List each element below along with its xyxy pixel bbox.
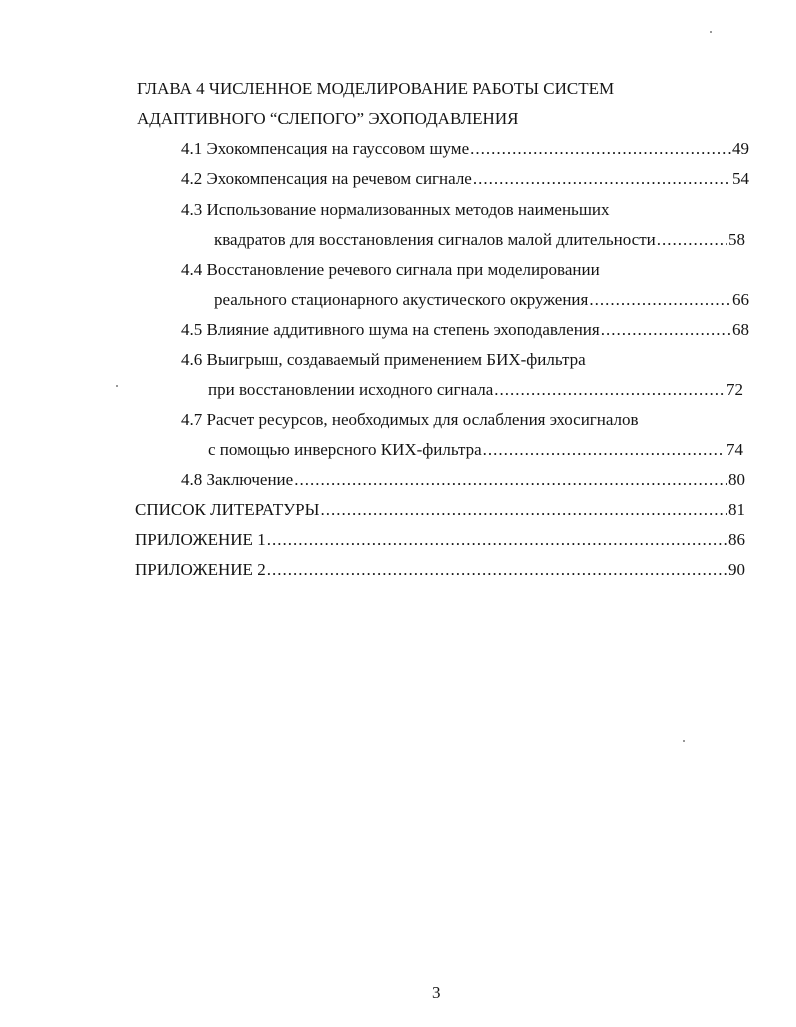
toc-entry-title: 4.5 Влияние аддитивного шума на степень эхоподавления	[181, 320, 600, 339]
toc-leader-dots	[657, 229, 727, 251]
toc-entry-4-7-line-1: 4.7 Расчет ресурсов, необходимых для ослабления эхосигналов	[181, 410, 639, 429]
toc-leader-dots	[320, 499, 727, 521]
toc-entry-title: 4.2 Эхокомпенсация на речевом сигнале	[181, 169, 472, 188]
toc-leader-dots	[494, 379, 725, 401]
toc-page-number: 74	[726, 440, 743, 459]
toc-entry-title: при восстановлении исходного сигнала	[208, 380, 494, 399]
toc-leader-dots	[601, 319, 731, 341]
chapter-title-line-1: ГЛАВА 4 ЧИСЛЕННОЕ МОДЕЛИРОВАНИЕ РАБОТЫ СИСТЕМ	[137, 79, 615, 98]
toc-page-number: 72	[726, 380, 743, 399]
toc-entry-title: квадратов для восстановления сигналов малой длительности	[214, 230, 656, 249]
toc-entry-4-4	[214, 289, 749, 311]
scan-speck	[683, 740, 685, 742]
toc-leader-dots	[589, 289, 731, 311]
toc-entry-4-6-line-1: 4.6 Выигрыш, создаваемый применением БИХ-фильтра	[181, 350, 586, 369]
scan-speck	[710, 31, 712, 33]
page-number: 3	[432, 983, 441, 1002]
toc-entry-4-4-line-1: 4.4 Восстановление речевого сигнала при моделировании	[181, 260, 600, 279]
toc-entry-title: СПИСОК ЛИТЕРАТУРЫ	[135, 500, 320, 519]
toc-leader-dots	[267, 559, 727, 581]
toc-page-number: 49	[732, 139, 749, 158]
toc-leader-dots	[470, 138, 731, 160]
toc-page-number: 90	[728, 560, 745, 579]
toc-entry-title: с помощью инверсного КИХ-фильтра	[208, 440, 482, 459]
toc-entry-appendix-2	[135, 559, 745, 581]
toc-leader-dots	[267, 529, 727, 551]
toc-entry-references	[135, 499, 745, 521]
toc-entry-title: ПРИЛОЖЕНИЕ 2	[135, 560, 266, 579]
toc-page-number: 86	[728, 530, 745, 549]
toc-page-number: 68	[732, 320, 749, 339]
toc-leader-dots	[294, 469, 727, 491]
toc-entry-title: ПРИЛОЖЕНИЕ 1	[135, 530, 266, 549]
toc-entry-4-8	[181, 469, 745, 491]
toc-leader-dots	[483, 439, 725, 461]
toc-entry-4-1	[181, 138, 749, 160]
toc-entry-appendix-1	[135, 529, 745, 551]
toc-entry-4-7	[208, 439, 743, 461]
toc-page-number: 58	[728, 230, 745, 249]
toc-entry-title: 4.8 Заключение	[181, 470, 294, 489]
toc-entry-title: 4.1 Эхокомпенсация на гауссовом шуме	[181, 139, 470, 158]
toc-entry-4-2	[181, 168, 749, 190]
scan-speck	[116, 385, 118, 387]
toc-page-number: 80	[728, 470, 745, 489]
toc-entry-title: реального стационарного акустического окружения	[214, 290, 589, 309]
toc-leader-dots	[473, 168, 731, 190]
toc-entry-4-6	[208, 379, 743, 401]
toc-page-number: 66	[732, 290, 749, 309]
toc-entry-4-5	[181, 319, 749, 341]
toc-page-number: 81	[728, 500, 745, 519]
toc-entry-4-3-line-1: 4.3 Использование нормализованных методов наименьших	[181, 200, 610, 219]
toc-page-number: 54	[732, 169, 749, 188]
chapter-title-line-2: АДАПТИВНОГО “СЛЕПОГО” ЭХОПОДАВЛЕНИЯ	[137, 109, 519, 128]
toc-entry-4-3	[214, 229, 745, 251]
